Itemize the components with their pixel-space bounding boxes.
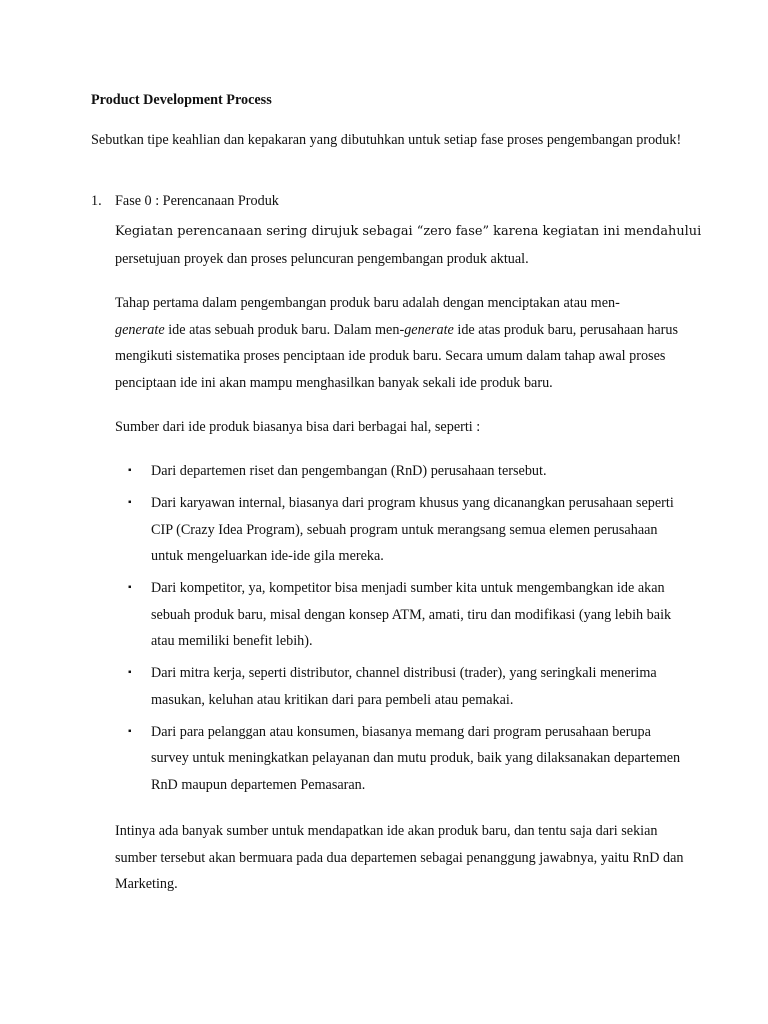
bullet-square-icon: ▪ bbox=[128, 465, 132, 476]
generate-term: generate bbox=[115, 321, 165, 338]
paragraph-idea-generation-part-a: Tahap pertama dalam pengembangan produk baru adalah dengan menciptakan atau men- bbox=[115, 295, 620, 311]
bullet-square-icon: ▪ bbox=[128, 582, 132, 593]
list-item-text: Dari kompetitor, ya, kompetitor bisa menjadi sumber kita untuk mengembangkan ide akan sebuah produk baru, misal dengan konsep ATM, amati, tiru dan modifikasi (yang lebih baik atau memiliki benefit lebih). bbox=[151, 580, 672, 649]
paragraph-idea-generation-part-b: ide atas sebuah produk baru. Dalam men- bbox=[164, 321, 405, 338]
list-item bbox=[115, 719, 690, 799]
list-item bbox=[115, 490, 690, 570]
idea-sources-list bbox=[115, 458, 690, 804]
document-title: Product Development Process bbox=[91, 92, 272, 108]
paragraph-zero-phase bbox=[115, 219, 702, 272]
list-item-text: Dari mitra kerja, seperti distributor, channel distribusi (trader), yang seringkali menerima masukan, keluhan atau kritikan dari para pembeli atau pemakai. bbox=[151, 665, 657, 708]
paragraph-idea-sources-intro: Sumber dari ide produk biasanya bisa dari berbagai hal, seperti : bbox=[115, 419, 481, 435]
generate-term: generate bbox=[404, 321, 454, 338]
section-number: 1. bbox=[91, 193, 102, 209]
paragraph-idea-generation-part-c: ide atas produk baru, perusahaan harus mengikuti sistematika proses penciptaan ide produk baru. Secara umum dalam tahap awal proses penciptaan ide ini akan mampu menghasilkan banyak sekali ide produk baru. bbox=[115, 321, 678, 391]
list-item-text: Dari para pelanggan atau konsumen, biasanya memang dari program perusahaan berupa survey untuk meningkatkan pelayanan dan mutu produk, baik yang dilaksanakan departemen RnD maupun departemen Pemasaran. bbox=[151, 723, 681, 793]
list-item bbox=[115, 458, 690, 485]
paragraph-conclusion: Intinya ada banyak sumber untuk mendapatkan ide akan produk baru, dan tentu saja dari sekian sumber tersebut akan bermuara pada dua departemen sebagai penanggung jawabnya, yaitu RnD dan Marketing. bbox=[115, 823, 684, 892]
paragraph-zero-phase-rest: persetujuan proyek dan proses peluncuran pengembangan produk aktual. bbox=[115, 250, 529, 267]
bullet-square-icon: ▪ bbox=[128, 497, 132, 508]
intro-question: Sebutkan tipe keahlian dan kepakaran yang dibutuhkan untuk setiap fase proses pengembangan produk! bbox=[91, 132, 682, 148]
paragraph-zero-phase-line1: Kegiatan perencanaan sering dirujuk sebagai “zero fase” karena kegiatan ini mendahului bbox=[115, 224, 702, 239]
list-item bbox=[115, 575, 690, 655]
list-item bbox=[115, 660, 690, 713]
section-title: Fase 0 : Perencanaan Produk bbox=[115, 193, 279, 209]
list-item-text: Dari departemen riset dan pengembangan (RnD) perusahaan tersebut. bbox=[151, 463, 547, 479]
paragraph-idea-generation bbox=[115, 290, 690, 396]
list-item-text: Dari karyawan internal, biasanya dari program khusus yang dicanangkan perusahaan seperti CIP (Crazy Idea Program), sebuah program untuk merangsang semua elemen perusahaan untuk mengeluarkan ide-ide gila mereka. bbox=[151, 495, 674, 564]
bullet-square-icon: ▪ bbox=[128, 725, 132, 737]
bullet-square-icon: ▪ bbox=[128, 667, 132, 678]
